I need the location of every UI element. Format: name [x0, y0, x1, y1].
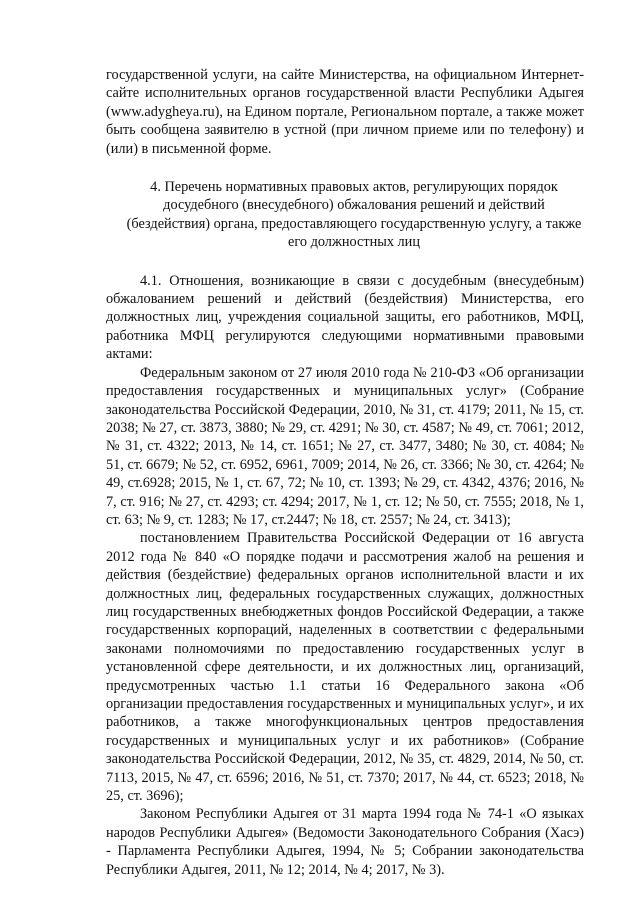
section-heading-line: досудебного (внесудебного) обжалования решений и действий	[163, 197, 545, 214]
section-heading	[106, 178, 584, 252]
section-heading-line: его должностных лиц	[288, 234, 420, 251]
document-body	[106, 66, 584, 879]
paragraph-federal-law: Федеральным законом от 27 июля 2010 года № 210-ФЗ «Об организации предоставления государственных и муниципальных услуг» (Собрание законодательства Российской Федерации, 2010, № 31, ст. 4179; 2011, № 15, ст. 2038; № 27, ст. 3873, 3880; № 29, ст. 4291; № 30, ст. 4587; № 49, ст. 7061; 2012, № 31, ст. 4322; 2013, № 14, ст. 1651; № 27, ст. 3477, 3480; № 30, ст. 4084; № 51, ст. 6679; № 52, ст. 6952, 6961, 7009; 2014, № 26, ст. 3366; № 30, ст. 4264; № 49, ст.6928; 2015, № 1, ст. 67, 72; № 10, ст. 1393; № 29, ст. 4342, 4376; 2016, № 7, ст. 916; № 27, ст. 4293; ст. 4294; 2017, № 1, ст. 12; № 50, ст. 7555; 2018, № 1, ст. 63; № 9, ст. 1283; № 17, ст.2447; № 18, ст. 2557; № 24, ст. 3413);	[106, 364, 584, 528]
paragraph-4-1: 4.1. Отношения, возникающие в связи с досудебным (внесудебным) обжалованием решений и действий (бездействия) Министерства, его должностных лиц, учреждения социальной защиты, его работников, МФЦ, работника МФЦ регулируются следующими нормативными правовыми актами:	[106, 272, 584, 363]
paragraph-adygea-law: Законом Республики Адыгея от 31 марта 1994 года № 74-1 «О языках народов Республики Адыгея» (Ведомости Законодательного Собрания (Хасэ) - Парламента Республики Адыгея, 1994, № 5; Собрании законодательства Республики Адыгея, 2011, № 12; 2014, № 4; 2017, № 3).	[106, 806, 584, 878]
section-heading-line: (бездействия) органа, предоставляющего государственную услугу, а также	[126, 215, 582, 232]
intro-paragraph: государственной услуги, на сайте Министерства, на официальном Интернет-сайте исполнительных органов государственной власти Республики Адыгея (www.adygheya.ru), на Едином портале, Региональном портале, а также может быть сообщена заявителю в устной (при личном приеме или по телефону) и (или) в письменной форме.	[106, 67, 584, 157]
paragraph-government-decree: постановлением Правительства Российской Федерации от 16 августа 2012 года № 840 «О порядке подачи и рассмотрения жалоб на решения и действия (бездействие) федеральных органов исполнительной власти и их должностных лиц, федеральных государственных служащих, должностных лиц государственных внебюджетных фондов Российской Федерации, а также государственных корпораций, наделенных в соответствии с федеральными законами полномочиями по предоставлению государственных услуг в установленной сфере деятельности, и их должностных лиц, организаций, предусмотренных частью 1.1 статьи 16 Федерального закона «Об организации предоставления государственных и муниципальных услуг», и их работников, а также многофункциональных центров предоставления государственных и муниципальных услуг и их работников» (Собрание законодательства Российской Федерации, 2012, № 35, ст. 4829, 2014, № 50, ст. 7113, 2015, № 47, ст. 6596; 2016, № 51, ст. 7370; 2017, № 44, ст. 6523; 2018, № 25, ст. 3696);	[106, 530, 584, 805]
section-heading-line: 4. Перечень нормативных правовых актов, регулирующих порядок	[150, 179, 558, 196]
